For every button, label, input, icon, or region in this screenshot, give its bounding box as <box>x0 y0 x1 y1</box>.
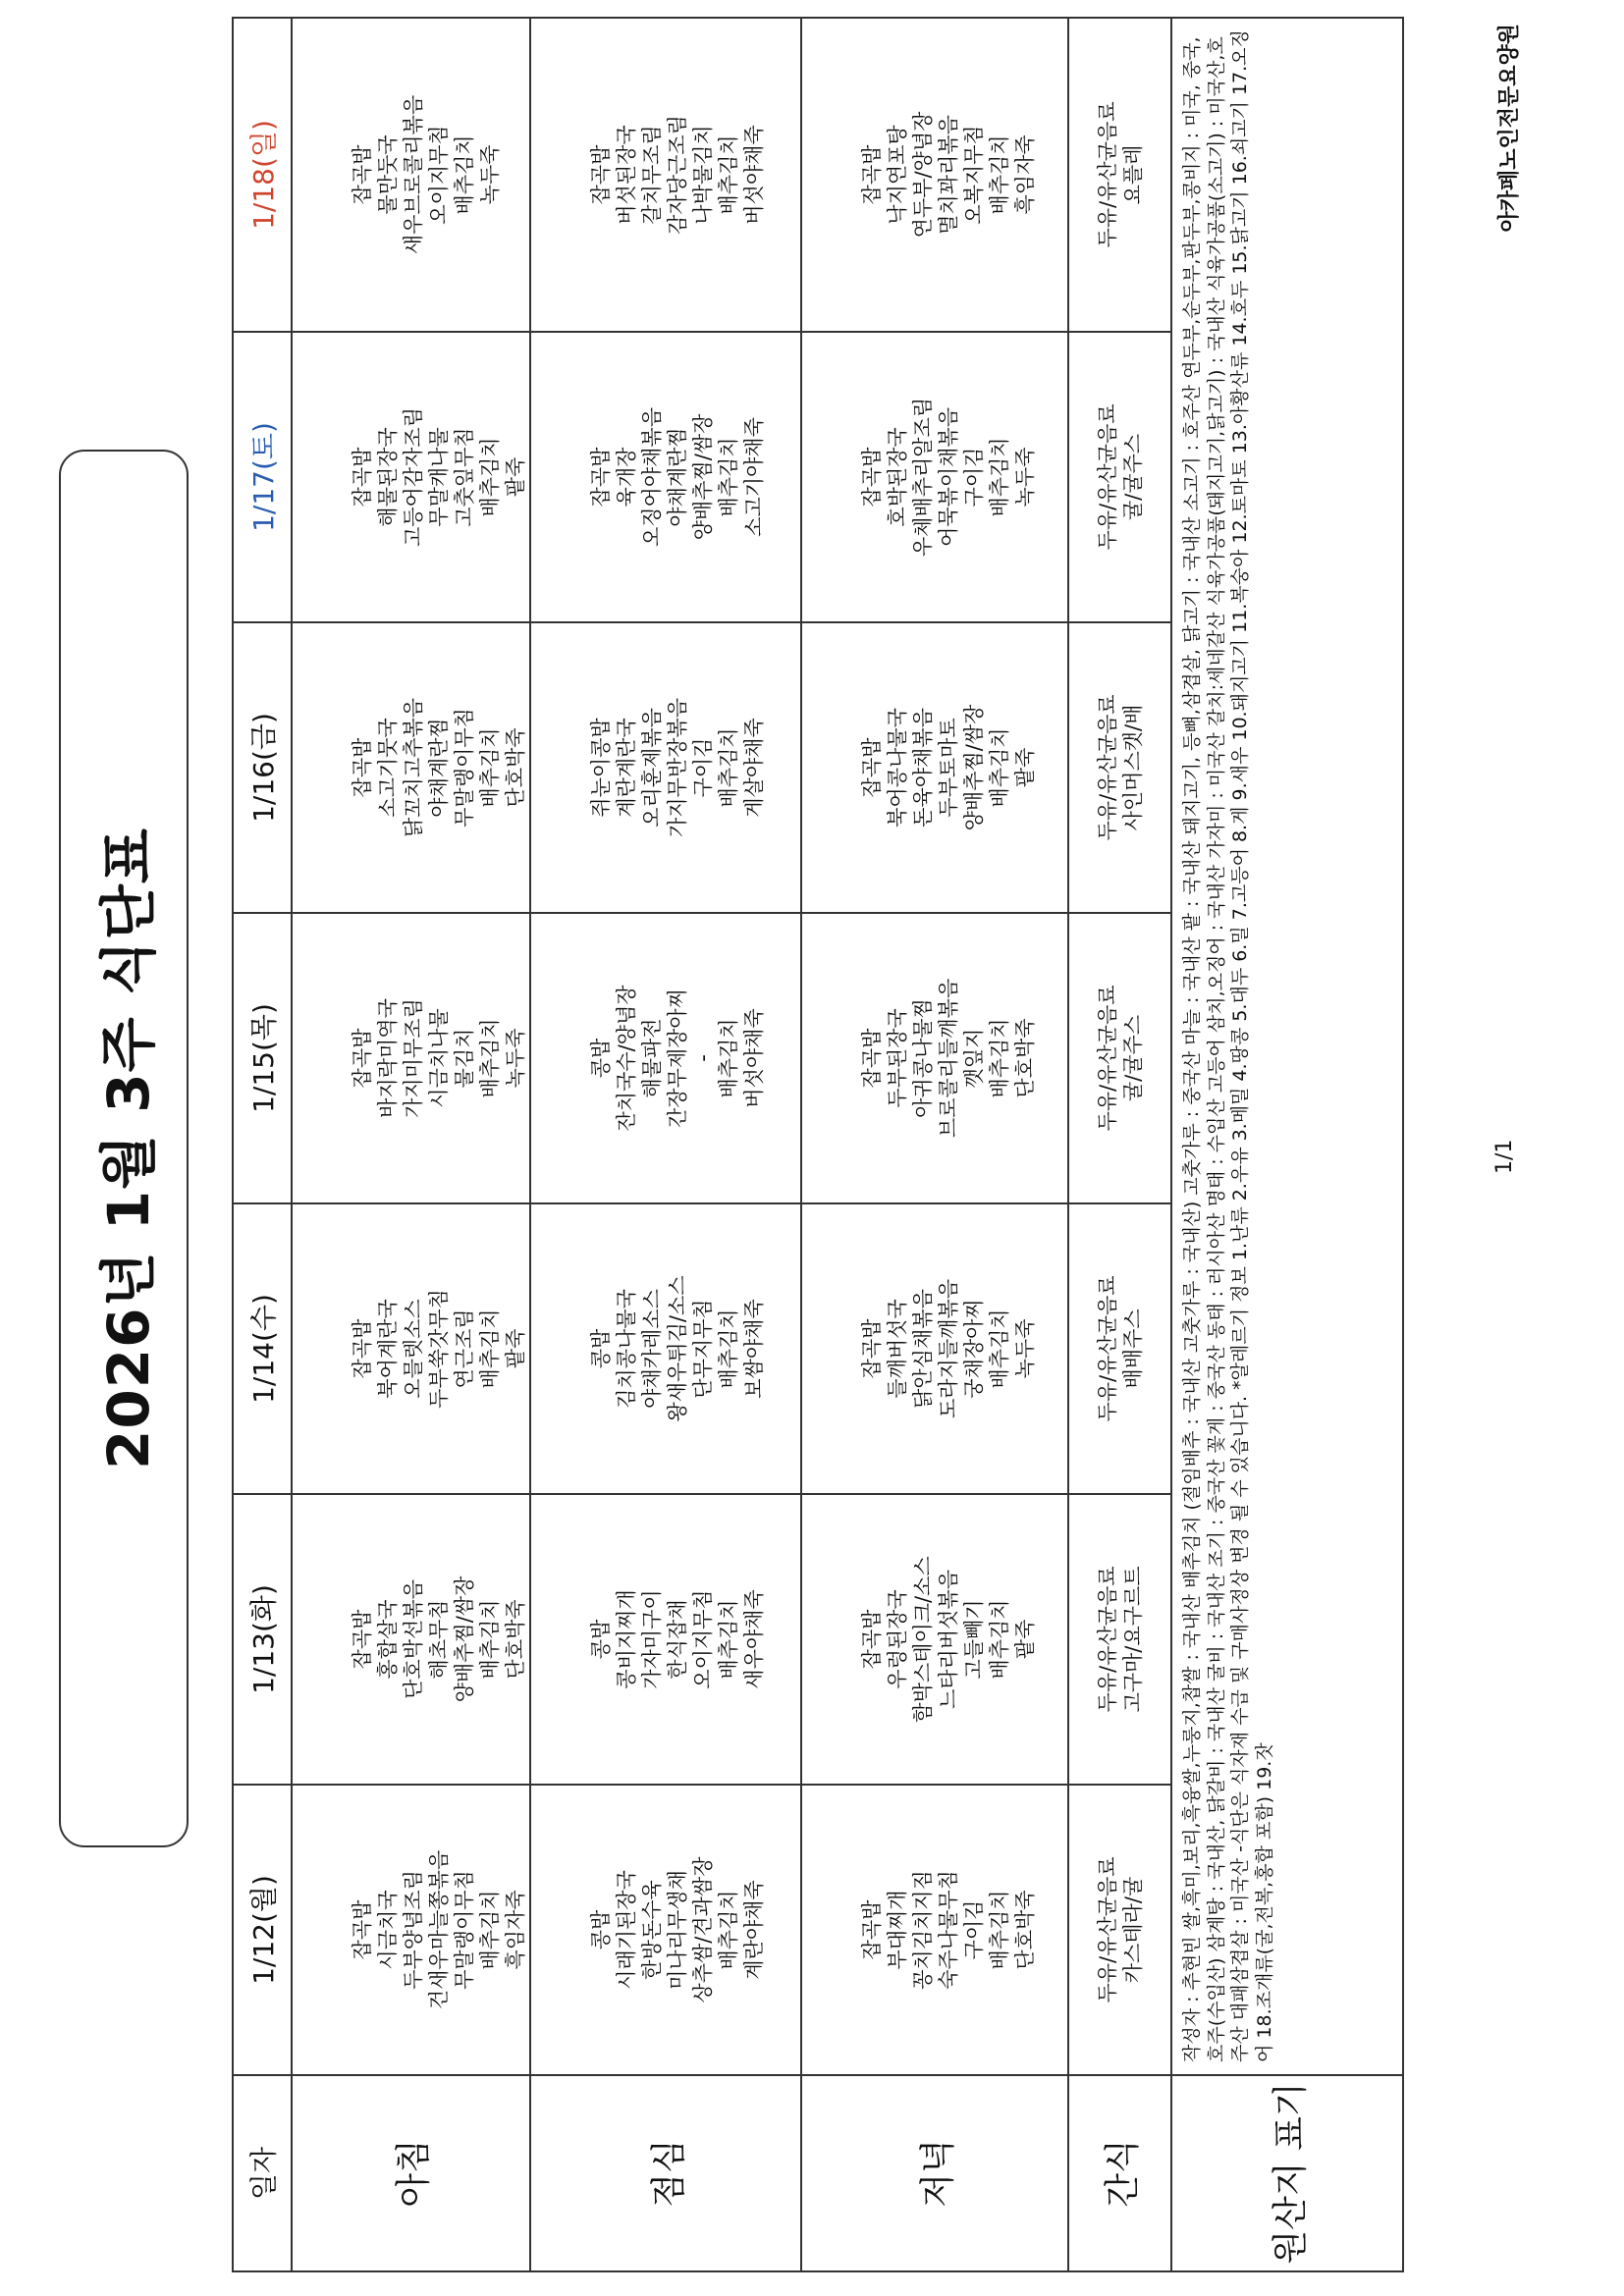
menu-item: 배추김치 <box>988 1890 1011 1970</box>
menu-item: 콩밥 <box>589 1328 613 1369</box>
meal-label: 저녁 <box>801 2075 1068 2271</box>
title-box <box>59 450 189 1847</box>
menu-item: 녹두죽 <box>1013 447 1037 507</box>
menu-item: 멸치꽈리볶음 <box>937 115 960 235</box>
menu-item: 새우브로콜리볶음 <box>402 94 425 255</box>
menu-cell <box>801 332 1068 622</box>
menu-item: 함박스테이크/소스 <box>911 1556 935 1723</box>
menu-item: 배추김치 <box>478 1308 502 1389</box>
menu-item: 물만둣국 <box>376 134 400 215</box>
menu-item: 잡곡밥 <box>860 1899 884 1960</box>
menu-cell <box>292 622 530 913</box>
menu-item: 두유/유산균음료 <box>1095 985 1119 1132</box>
menu-cell <box>801 1203 1068 1494</box>
menu-item: 숙주나물무침 <box>937 1870 960 1990</box>
day-header-sunday: 1/18(일) <box>233 18 292 332</box>
snack-cell <box>1068 332 1171 622</box>
menu-item: 부대찌개 <box>886 1890 909 1970</box>
menu-item: 야채계란찜 <box>427 718 451 818</box>
menu-item: 콩비지찌개 <box>615 1589 638 1689</box>
menu-item: 버섯야채죽 <box>742 1008 766 1108</box>
menu-item: 오복지무침 <box>962 125 986 225</box>
menu-item: 배추김치 <box>717 1018 740 1098</box>
menu-item: 두유/유산균음료 <box>1095 1856 1119 2003</box>
snack-cell <box>1068 1203 1171 1494</box>
menu-item: 배추김치 <box>717 1308 740 1389</box>
menu-item: 배추김치 <box>453 134 476 215</box>
menu-item: 꽁치김치지짐 <box>911 1870 935 1990</box>
menu-item: 잡곡밥 <box>589 144 613 205</box>
menu-item: 가지미무조림 <box>402 998 425 1118</box>
menu-item: 양배추찜/쌈장 <box>453 1575 476 1703</box>
menu-item: 무말랭이무침 <box>453 708 476 828</box>
menu-item: 아귀콩나물찜 <box>911 998 935 1118</box>
menu-item: 시래기된장국 <box>615 1870 638 1990</box>
menu-cell <box>801 1494 1068 1785</box>
menu-item: 녹두죽 <box>1013 1318 1037 1379</box>
menu-item: 닭안심채볶음 <box>911 1289 935 1409</box>
menu-item: 배추김치 <box>478 437 502 517</box>
menu-item: 배배주스 <box>1120 1308 1145 1389</box>
menu-item: 게살야채죽 <box>742 718 766 818</box>
menu-item: 오믈렛소스 <box>402 1299 425 1399</box>
menu-item: 계란야채죽 <box>742 1880 766 1980</box>
menu-cell <box>292 332 530 622</box>
menu-item: 잡곡밥 <box>351 1028 374 1089</box>
menu-table <box>232 17 1404 2272</box>
menu-item: 한식잡채 <box>666 1599 689 1680</box>
menu-item: 해물된장국 <box>376 427 400 527</box>
menu-item: 잡곡밥 <box>589 447 613 507</box>
menu-item: 귤/귤주스 <box>1120 433 1145 521</box>
snack-cell <box>1068 18 1171 332</box>
menu-item: 오이지무침 <box>427 125 451 225</box>
menu-item: 단호박선볶음 <box>402 1579 425 1699</box>
menu-item: 쥐눈이콩밥 <box>589 718 613 818</box>
meal-row-breakfast <box>292 18 530 2271</box>
menu-item: 소고기뭇국 <box>376 718 400 818</box>
menu-item: 잡곡밥 <box>860 447 884 507</box>
menu-item: 녹두죽 <box>504 1028 527 1089</box>
menu-item: 양배추찜/쌈장 <box>962 704 986 831</box>
menu-item: 단호박죽 <box>1013 1018 1037 1098</box>
menu-item: 배추김치 <box>478 727 502 808</box>
menu-item: 고등어감자조림 <box>402 407 425 548</box>
menu-item: 단호박죽 <box>504 1599 527 1680</box>
menu-item: 구이김 <box>691 737 715 798</box>
menu-item: 두유/유산균음료 <box>1095 101 1119 248</box>
meal-row-snack <box>1068 18 1171 2271</box>
menu-cell <box>292 1785 530 2075</box>
menu-item: 시금치나물 <box>427 1008 451 1108</box>
menu-item: 홍합살국 <box>376 1599 400 1680</box>
menu-cell <box>530 332 801 622</box>
menu-item: 배추김치 <box>478 1599 502 1680</box>
menu-item: 한방돈수육 <box>640 1880 664 1980</box>
origin-row <box>1171 18 1403 2271</box>
menu-item: 상추쌈/견과쌈장 <box>691 1856 715 2003</box>
day-header: 1/13(화) <box>233 1494 292 1785</box>
menu-item: 흑임자죽 <box>504 1890 527 1970</box>
menu-item: 요플레 <box>1120 144 1145 205</box>
menu-item: 해물파전 <box>640 1018 664 1098</box>
menu-item: 깻잎지 <box>962 1028 986 1089</box>
menu-item: 닭꼬치고추볶음 <box>402 698 425 838</box>
menu-cell <box>801 1785 1068 2075</box>
menu-item: 두유/유산균음료 <box>1095 1275 1119 1422</box>
menu-item: 흑임자죽 <box>1013 134 1037 215</box>
snack-cell <box>1068 1494 1171 1785</box>
menu-item: 간장무제장아찌 <box>666 988 689 1129</box>
menu-item: 배추김치 <box>988 134 1011 215</box>
menu-item: 두부토마토 <box>937 718 960 818</box>
menu-item: 오이지무침 <box>691 1589 715 1689</box>
menu-item: 배추김치 <box>478 1018 502 1098</box>
menu-item: 돈육야채볶음 <box>911 708 935 828</box>
menu-item: 미나리무생채 <box>666 1870 689 1990</box>
menu-item: 잡곡밥 <box>351 737 374 798</box>
menu-item: 도라지들깨볶음 <box>937 1279 960 1419</box>
menu-item: 감자당근조림 <box>666 115 689 235</box>
page-number: 1/1 <box>1492 1139 1517 1174</box>
menu-item: 연두부/양념장 <box>911 111 935 239</box>
menu-item: 들깨버섯국 <box>886 1299 909 1399</box>
origin-label: 원산지 표기 <box>1171 2075 1403 2271</box>
menu-item: 궁채장아찌 <box>962 1299 986 1399</box>
menu-item: 잔치국수/양념장 <box>615 985 638 1132</box>
menu-item: 육개장 <box>615 447 638 507</box>
menu-cell <box>801 622 1068 913</box>
menu-item: 단무지무침 <box>691 1299 715 1399</box>
menu-cell <box>801 913 1068 1203</box>
menu-item: 가지무반장볶음 <box>666 698 689 838</box>
menu-item: 배추김치 <box>988 1599 1011 1680</box>
menu-item: 잡곡밥 <box>860 737 884 798</box>
menu-item: 카스테라/귤 <box>1120 1876 1145 1984</box>
menu-item: 오리훈제볶음 <box>640 708 664 828</box>
menu-item: 소고기야채죽 <box>742 417 766 537</box>
menu-item: 잡곡밥 <box>860 1609 884 1670</box>
menu-item: 배추김치 <box>717 727 740 808</box>
menu-item: 단호박죽 <box>504 727 527 808</box>
menu-item: 고춧잎무침 <box>453 427 476 527</box>
menu-item: 낙지연포탕 <box>886 125 909 225</box>
menu-item: 귤/귤주스 <box>1120 1014 1145 1102</box>
day-header: 1/12(월) <box>233 1785 292 2075</box>
menu-cell <box>292 18 530 332</box>
menu-item: - <box>691 1054 715 1062</box>
menu-item: 바지락미역국 <box>376 998 400 1118</box>
menu-cell <box>530 18 801 332</box>
menu-item: 건새우마늘쫑볶음 <box>427 1849 451 2010</box>
menu-item: 왕새우튀김/소스 <box>666 1275 689 1422</box>
meal-label: 아침 <box>292 2075 530 2271</box>
menu-item: 고구마/요구르트 <box>1120 1566 1145 1713</box>
menu-item: 버섯된장국 <box>615 125 638 225</box>
header-label: 일자 <box>233 2075 292 2271</box>
menu-item: 야채계란찜 <box>666 427 689 527</box>
menu-item: 잡곡밥 <box>351 447 374 507</box>
menu-item: 연근조림 <box>453 1308 476 1389</box>
menu-cell <box>292 1494 530 1785</box>
menu-item: 보쌈야채죽 <box>742 1299 766 1399</box>
menu-item: 브로콜리들깨볶음 <box>937 978 960 1139</box>
menu-cell <box>292 1203 530 1494</box>
menu-item: 버섯야채죽 <box>742 125 766 225</box>
menu-item: 배추김치 <box>988 1018 1011 1098</box>
menu-item: 잡곡밥 <box>351 144 374 205</box>
menu-item: 잡곡밥 <box>351 1899 374 1960</box>
menu-item: 가자미구이 <box>640 1589 664 1689</box>
meal-row-lunch <box>530 18 801 2271</box>
menu-item: 북어콩나물국 <box>886 708 909 828</box>
menu-item: 배추김치 <box>717 1599 740 1680</box>
menu-item: 잡곡밥 <box>860 1028 884 1089</box>
menu-item: 잡곡밥 <box>351 1609 374 1670</box>
menu-item: 어묵볶이채볶음 <box>937 407 960 548</box>
menu-item: 두유/유산균음료 <box>1095 403 1119 551</box>
menu-cell <box>530 622 801 913</box>
menu-item: 고들빼기 <box>962 1599 986 1680</box>
menu-item: 나박물김치 <box>691 125 715 225</box>
day-header-saturday: 1/17(토) <box>233 332 292 622</box>
menu-item: 무말랭이무침 <box>453 1870 476 1990</box>
menu-item: 우렁된장국 <box>886 1589 909 1689</box>
menu-item: 새우야채죽 <box>742 1589 766 1689</box>
snack-cell <box>1068 1785 1171 2075</box>
menu-item: 배추김치 <box>988 1308 1011 1389</box>
menu-item: 잡곡밥 <box>351 1318 374 1379</box>
menu-item: 녹두죽 <box>478 144 502 205</box>
meal-label: 간식 <box>1068 2075 1171 2271</box>
menu-item: 잡곡밥 <box>860 144 884 205</box>
facility-name: 아카페노인전문요양원 <box>1497 24 1522 233</box>
menu-item: 배추김치 <box>988 437 1011 517</box>
meal-label: 점심 <box>530 2075 801 2271</box>
menu-item: 갈치무조림 <box>640 125 664 225</box>
menu-item: 느타리버섯볶음 <box>937 1570 960 1710</box>
snack-cell <box>1068 622 1171 913</box>
menu-cell <box>530 913 801 1203</box>
menu-item: 팥죽 <box>1013 1619 1037 1660</box>
menu-item: 콩밥 <box>589 1619 613 1660</box>
menu-item: 콩밥 <box>589 1038 613 1079</box>
menu-cell <box>530 1203 801 1494</box>
menu-item: 야채카레소스 <box>640 1289 664 1409</box>
menu-item: 구이김 <box>962 1899 986 1960</box>
menu-item: 시금치국 <box>376 1890 400 1970</box>
menu-item: 배추김치 <box>988 727 1011 808</box>
menu-item: 구이김 <box>962 447 986 507</box>
snack-cell <box>1068 913 1171 1203</box>
menu-item: 북어계란국 <box>376 1299 400 1399</box>
menu-item: 우체배추리알조림 <box>911 397 935 558</box>
menu-item: 단호박죽 <box>1013 1890 1037 1970</box>
menu-item: 두부양념조림 <box>402 1870 425 1990</box>
menu-item: 호박된장국 <box>886 427 909 527</box>
menu-cell <box>530 1494 801 1785</box>
menu-item: 김치콩나물국 <box>615 1289 638 1409</box>
day-header: 1/14(수) <box>233 1203 292 1494</box>
menu-item: 두유/유산균음료 <box>1095 1566 1119 1713</box>
menu-cell <box>801 18 1068 332</box>
menu-item: 배추김치 <box>717 1890 740 1970</box>
day-header: 1/15(목) <box>233 913 292 1203</box>
menu-item: 두유/유산균음료 <box>1095 694 1119 841</box>
page-title: 2026년 1월 3주 식단표 <box>95 828 162 1469</box>
menu-item: 배추김치 <box>717 437 740 517</box>
menu-item: 팥죽 <box>504 1328 527 1369</box>
menu-cell <box>292 913 530 1203</box>
menu-item: 잡곡밥 <box>860 1318 884 1379</box>
menu-item: 팥죽 <box>504 456 527 498</box>
menu-item: 두부된장국 <box>886 1008 909 1108</box>
meal-row-dinner <box>801 18 1068 2271</box>
menu-item: 해초무침 <box>427 1599 451 1680</box>
menu-item: 오징어야채볶음 <box>640 407 664 548</box>
menu-item: 양배추찜/쌈장 <box>691 413 715 541</box>
menu-item: 콩밥 <box>589 1909 613 1950</box>
menu-item: 배추김치 <box>717 134 740 215</box>
menu-item: 배추김치 <box>478 1890 502 1970</box>
menu-cell <box>530 1785 801 2075</box>
day-header: 1/16(금) <box>233 622 292 913</box>
menu-item: 사인머스캣/배 <box>1120 704 1145 831</box>
origin-text: 작성자 : 추현빈 쌀,흑미,보리,흑융쌀,누룽지,찹쌀 : 국내산 배추김치 (절임배추 : 국내산 고춧가루 : 국내산) 고춧가루 : 중국산 마늘 : 국내산 팥 : 국내산 돼지고기, 등뼈,삼겹살, 닭고기 : 국내산 소고기 : 호주산 연두부,순두부,판두부,콩비지 : 미국, 중국, 호주(수입산) 삼계탕 : 국내산, 닭갈비 : 국내산 굴비 : 국내산 조기 : 중국산 꽃게 : 중국산 동태 : 러시아산 명태 : 수입산 고등어 삼치,오징어 : 국내산 가자미 : 미국산 갈치:세네갈산 식육가공품(돼지고기,닭고기) : 국내산 식육가공품(소고기) : 미국산,호주산 대패삼겹살 : 미국산 -식단은 식자재 수급 및 구매사정상 변경 될 수 있습니다. *알레르기 정보 1.난류 2.우유 3.메밀 4.땅콩 5.대두 6.밀 7.고등어 8.게 9.새우 10.돼지고기 11.복숭아 12.토마토 13.아황산류 14.호두 15.닭고기 16.쇠고기 17.오징어 18.조개류(굴,전복,홍합 포함) 19.잣 <box>1171 18 1403 2075</box>
menu-item: 물김치 <box>453 1028 476 1089</box>
menu-item: 무말캐나물 <box>427 427 451 527</box>
menu-item: 두부쑥갓무침 <box>427 1289 451 1409</box>
menu-item: 계란계란국 <box>615 718 638 818</box>
menu-item: 팥죽 <box>1013 747 1037 788</box>
header-row <box>233 18 292 2271</box>
